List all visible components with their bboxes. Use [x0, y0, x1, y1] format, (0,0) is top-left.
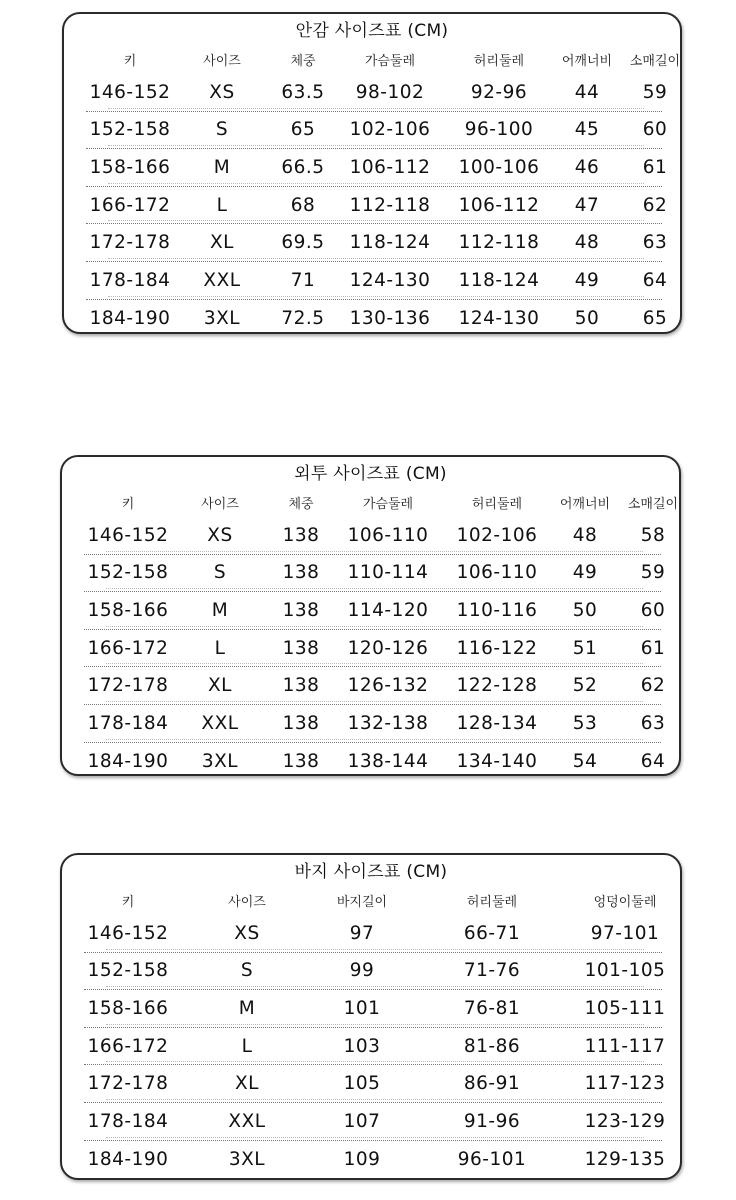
table-cell: XL — [208, 675, 232, 697]
header-chest: 가슴둘레 — [362, 497, 414, 512]
header-waist: 허리둘레 — [466, 895, 518, 910]
table-cell: 110-114 — [347, 562, 429, 584]
table-cell: 66-71 — [463, 922, 521, 944]
table-cell: 102-106 — [349, 119, 431, 141]
header-height: 키 — [121, 895, 135, 910]
table-cell: M — [238, 997, 256, 1019]
table-cell: 97-101 — [590, 922, 660, 944]
table-cell: 61 — [642, 156, 668, 178]
table-cell: 46 — [574, 156, 600, 178]
table-cell: 92-96 — [470, 81, 528, 103]
table-cell: 152-158 — [87, 562, 169, 584]
table-cell: 101-105 — [584, 960, 666, 982]
table-cell: XXL — [201, 712, 239, 734]
table-cell: 118-124 — [349, 232, 431, 254]
table-cell: 3XL — [228, 1148, 266, 1170]
table-cell: 100-106 — [458, 156, 540, 178]
table-cell: 152-158 — [89, 119, 171, 141]
table-cell: 146-152 — [87, 524, 169, 546]
table-cell: 45 — [574, 119, 600, 141]
header-chest: 가슴둘레 — [364, 54, 416, 69]
table-cell: L — [214, 637, 226, 659]
table-cell: 129-135 — [584, 1148, 666, 1170]
table-cell: 172-178 — [87, 675, 169, 697]
outer-size-table — [62, 488, 679, 780]
outer-size-chart — [60, 455, 681, 776]
header-sleeve: 소매길이 — [629, 54, 681, 69]
table-cell: 122-128 — [456, 675, 538, 697]
table-cell: 65 — [642, 307, 668, 329]
table-cell: 158-166 — [87, 599, 169, 621]
table-cell: 97 — [349, 922, 375, 944]
table-row — [86, 149, 668, 187]
table-cell: 47 — [574, 194, 600, 216]
table-cell: L — [216, 194, 228, 216]
table-cell: 123-129 — [584, 1110, 666, 1132]
lining-size-table — [64, 45, 680, 337]
table-row — [84, 517, 666, 555]
table-cell: 61 — [640, 637, 666, 659]
table-cell: 130-136 — [349, 307, 431, 329]
table-cell: 112-118 — [458, 232, 540, 254]
table-row — [84, 667, 666, 705]
header-size: 사이즈 — [203, 54, 241, 69]
table-cell: 172-178 — [87, 1073, 169, 1095]
table-cell: XS — [209, 81, 235, 103]
table-row — [84, 592, 666, 630]
outer-chart-title: 외투 사이즈표 (CM) — [294, 464, 447, 484]
table-cell: 105-111 — [584, 997, 666, 1019]
table-row — [86, 262, 668, 300]
table-cell: 49 — [572, 562, 598, 584]
table-cell: 64 — [640, 750, 666, 772]
table-cell: 71 — [290, 269, 316, 291]
table-cell: 138-144 — [347, 750, 429, 772]
table-cell: 106-112 — [349, 156, 431, 178]
table-cell: 107 — [343, 1110, 381, 1132]
table-header-row — [84, 488, 679, 517]
table-cell: 63 — [642, 232, 668, 254]
table-cell: 110-116 — [456, 599, 538, 621]
table-cell: 178-184 — [87, 712, 169, 734]
table-row — [84, 1103, 666, 1141]
header-weight: 체중 — [288, 497, 314, 512]
table-cell: 138 — [282, 524, 320, 546]
table-cell: 96-100 — [464, 119, 534, 141]
pants-size-chart — [60, 853, 682, 1180]
table-cell: 99 — [349, 960, 375, 982]
table-row — [84, 630, 666, 668]
table-cell: 138 — [282, 562, 320, 584]
table-cell: 158-166 — [87, 997, 169, 1019]
table-cell: 184-190 — [87, 750, 169, 772]
header-sleeve: 소매길이 — [627, 497, 679, 512]
header-height: 키 — [121, 497, 135, 512]
table-row — [84, 743, 666, 781]
table-cell: 63.5 — [281, 81, 325, 103]
table-cell: 112-118 — [349, 194, 431, 216]
table-cell: 48 — [574, 232, 600, 254]
table-cell: 72.5 — [281, 307, 325, 329]
table-cell: 103 — [343, 1035, 381, 1057]
table-cell: 63 — [640, 712, 666, 734]
table-header-row — [84, 886, 662, 915]
table-cell: 126-132 — [347, 675, 429, 697]
table-row — [84, 705, 666, 743]
table-row — [84, 555, 666, 593]
table-cell: 138 — [282, 712, 320, 734]
table-cell: 158-166 — [89, 156, 171, 178]
table-row — [86, 300, 668, 338]
table-cell: 44 — [574, 81, 600, 103]
table-cell: 124-130 — [458, 307, 540, 329]
table-cell: XL — [235, 1073, 259, 1095]
table-row — [86, 74, 668, 112]
pants-chart-title: 바지 사이즈표 (CM) — [294, 862, 448, 882]
table-cell: 116-122 — [456, 637, 538, 659]
table-row — [84, 1028, 666, 1066]
header-waist: 허리둘레 — [473, 54, 525, 69]
table-cell: 98-102 — [355, 81, 425, 103]
table-cell: 117-123 — [584, 1073, 666, 1095]
table-cell: 60 — [640, 599, 666, 621]
table-cell: 65 — [290, 119, 316, 141]
table-cell: 54 — [572, 750, 598, 772]
table-cell: 76-81 — [463, 997, 521, 1019]
table-cell: 106-112 — [458, 194, 540, 216]
header-weight: 체중 — [290, 54, 316, 69]
table-cell: XS — [234, 922, 260, 944]
table-cell: 146-152 — [87, 922, 169, 944]
table-cell: 49 — [574, 269, 600, 291]
table-cell: 138 — [282, 675, 320, 697]
table-cell: 50 — [574, 307, 600, 329]
table-cell: 71-76 — [463, 960, 521, 982]
table-cell: 146-152 — [89, 81, 171, 103]
table-cell: 62 — [640, 675, 666, 697]
table-row — [84, 1065, 666, 1103]
table-cell: 106-110 — [456, 562, 538, 584]
table-header-row — [86, 45, 681, 74]
table-cell: 86-91 — [463, 1073, 521, 1095]
header-shoulder: 어깨너비 — [561, 54, 613, 69]
table-row — [86, 224, 668, 262]
lining-size-chart — [62, 12, 682, 334]
table-cell: 52 — [572, 675, 598, 697]
table-row — [86, 112, 668, 150]
table-cell: 60 — [642, 119, 668, 141]
table-cell: 109 — [343, 1148, 381, 1170]
table-cell: XXL — [203, 269, 241, 291]
table-row — [84, 990, 666, 1028]
table-cell: 69.5 — [281, 232, 325, 254]
table-cell: 184-190 — [87, 1148, 169, 1170]
pants-size-table — [62, 886, 680, 1178]
table-row — [84, 915, 662, 953]
table-cell: 178-184 — [87, 1110, 169, 1132]
table-cell: S — [213, 562, 227, 584]
table-cell: 68 — [290, 194, 316, 216]
table-cell: XS — [207, 524, 233, 546]
table-cell: 3XL — [203, 307, 241, 329]
table-row — [84, 953, 666, 991]
table-cell: M — [213, 156, 231, 178]
table-cell: S — [240, 960, 254, 982]
table-cell: M — [211, 599, 229, 621]
header-height: 키 — [123, 54, 137, 69]
table-cell: L — [241, 1035, 253, 1057]
table-cell: 106-110 — [347, 524, 429, 546]
table-cell: 51 — [572, 637, 598, 659]
table-cell: 111-117 — [584, 1035, 666, 1057]
table-cell: 81-86 — [463, 1035, 521, 1057]
table-cell: 58 — [640, 524, 666, 546]
table-cell: 124-130 — [349, 269, 431, 291]
table-cell: 114-120 — [347, 599, 429, 621]
table-cell: 152-158 — [87, 960, 169, 982]
table-cell: XXL — [228, 1110, 266, 1132]
table-cell: 166-172 — [89, 194, 171, 216]
table-cell: 120-126 — [347, 637, 429, 659]
table-cell: 48 — [572, 524, 598, 546]
table-cell: 138 — [282, 599, 320, 621]
table-cell: 66.5 — [281, 156, 325, 178]
lining-chart-title: 안감 사이즈표 (CM) — [295, 21, 449, 41]
table-cell: 138 — [282, 750, 320, 772]
table-cell: 91-96 — [463, 1110, 521, 1132]
table-cell: 101 — [343, 997, 381, 1019]
table-cell: XL — [210, 232, 234, 254]
table-cell: 50 — [572, 599, 598, 621]
header-size: 사이즈 — [228, 895, 266, 910]
header-size: 사이즈 — [201, 497, 239, 512]
table-row — [86, 187, 668, 225]
table-cell: 166-172 — [87, 1035, 169, 1057]
header-hip: 엉덩이둘레 — [593, 895, 657, 910]
table-cell: 59 — [640, 562, 666, 584]
table-cell: 178-184 — [89, 269, 171, 291]
header-shoulder: 어깨너비 — [559, 497, 611, 512]
table-cell: 134-140 — [456, 750, 538, 772]
table-cell: 184-190 — [89, 307, 171, 329]
table-cell: 59 — [642, 81, 668, 103]
table-cell: 64 — [642, 269, 668, 291]
table-cell: 118-124 — [458, 269, 540, 291]
table-cell: 102-106 — [456, 524, 538, 546]
table-cell: 96-101 — [457, 1148, 527, 1170]
table-cell: 3XL — [201, 750, 239, 772]
table-cell: 128-134 — [456, 712, 538, 734]
header-waist: 허리둘레 — [471, 497, 523, 512]
header-pants-length: 바지길이 — [336, 895, 388, 910]
table-row — [84, 1141, 666, 1179]
table-cell: 62 — [642, 194, 668, 216]
table-cell: 132-138 — [347, 712, 429, 734]
table-cell: 166-172 — [87, 637, 169, 659]
table-cell: 53 — [572, 712, 598, 734]
table-cell: 172-178 — [89, 232, 171, 254]
table-cell: 105 — [343, 1073, 381, 1095]
table-cell: S — [215, 119, 229, 141]
table-cell: 138 — [282, 637, 320, 659]
